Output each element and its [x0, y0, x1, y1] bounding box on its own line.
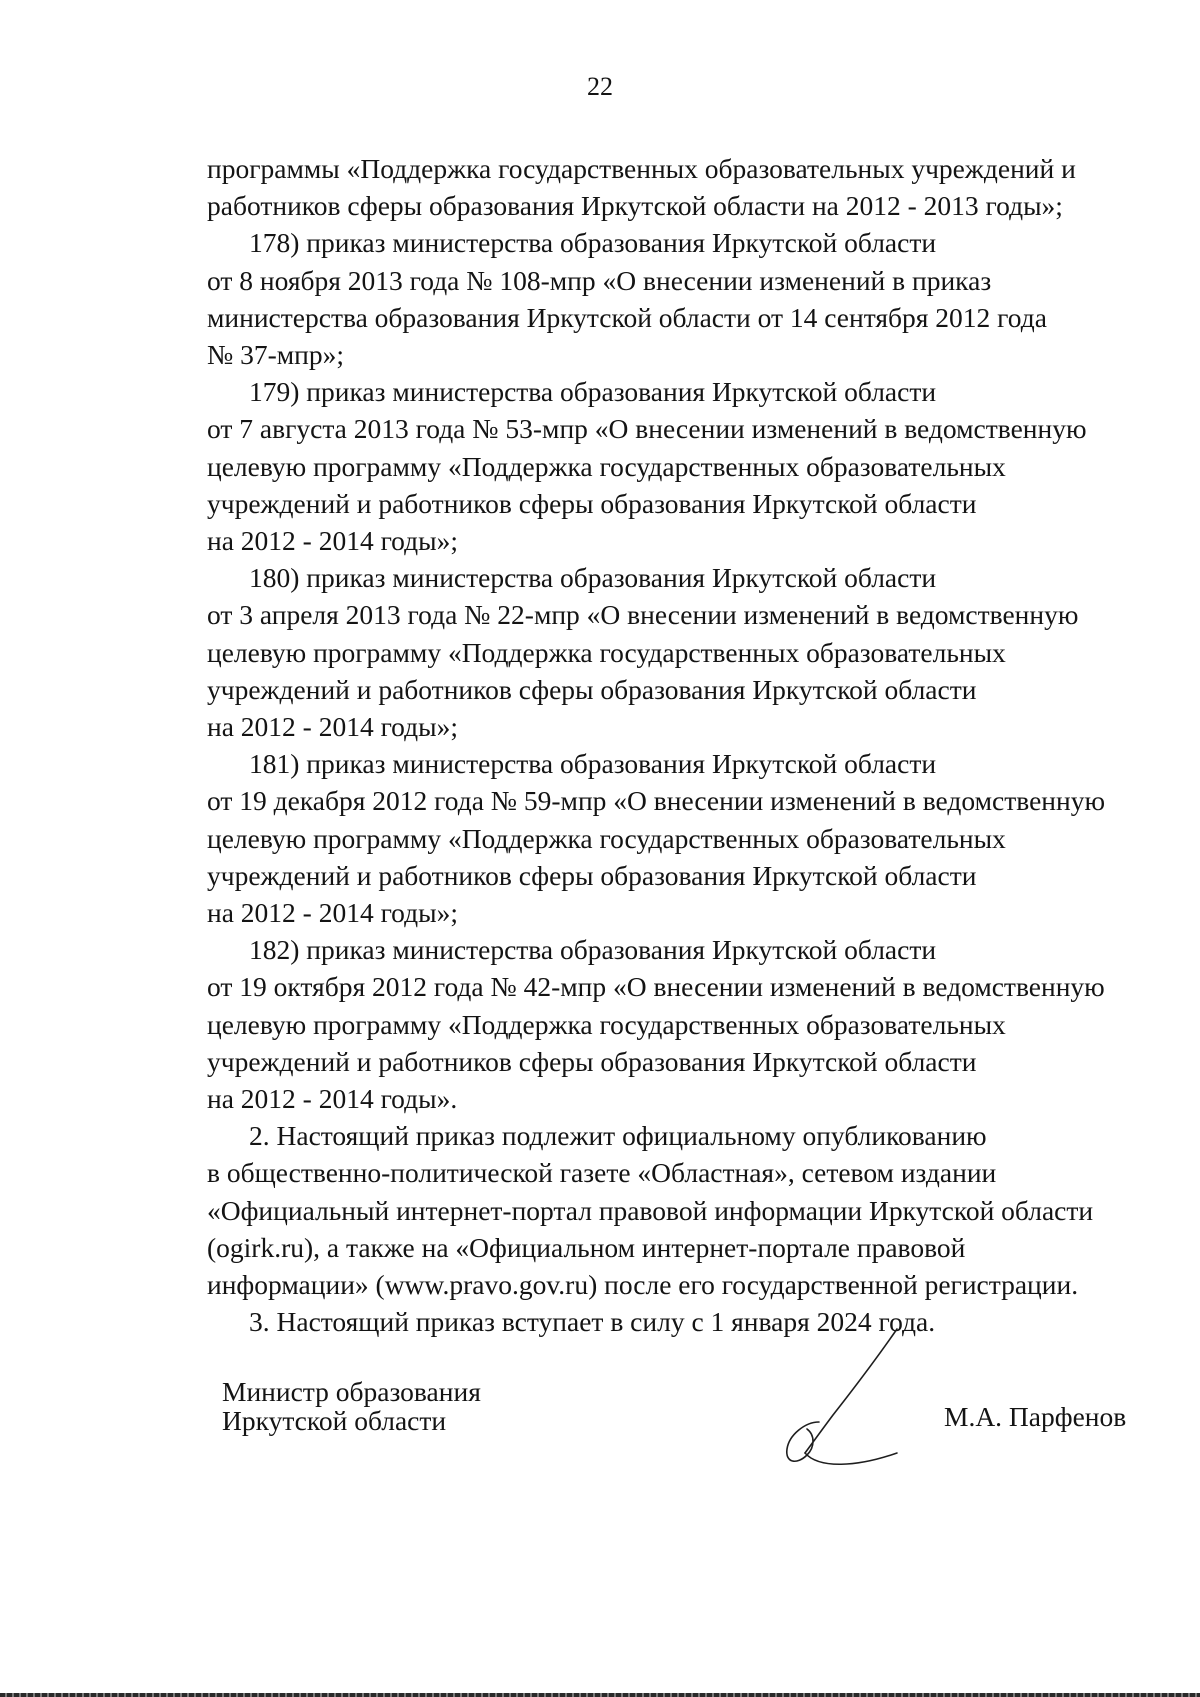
text-line: от 19 декабря 2012 года № 59-мпр «О внесении изменений в ведомственную [207, 785, 1106, 817]
text-line: учреждений и работников сферы образования Иркутской области [207, 487, 977, 519]
handwritten-signature [775, 1325, 915, 1475]
list-item-179 [207, 373, 1153, 559]
list-item-178 [207, 224, 1153, 373]
list-item-180 [207, 559, 1153, 745]
text-line: целевую программу «Поддержка государственных образовательных [207, 1008, 1006, 1040]
text-line: на 2012 - 2014 годы»; [207, 711, 458, 743]
list-item-182 [207, 931, 1153, 1117]
text-line: от 7 августа 2013 года № 53-мпр «О внесении изменений в ведомственную [207, 413, 1087, 445]
text-line: 182) приказ министерства образования Иркутской области [249, 934, 937, 966]
scan-border-line [0, 1693, 1200, 1697]
signatory-title [222, 1377, 481, 1435]
text-line: учреждений и работников сферы образования Иркутской области [207, 859, 977, 891]
clause-effective-date [207, 1303, 1153, 1340]
text-line: на 2012 - 2014 годы»; [207, 525, 458, 557]
text-line: целевую программу «Поддержка государственных образовательных [207, 450, 1006, 482]
text-line: 181) приказ министерства образования Иркутской области [249, 748, 937, 780]
list-item-181 [207, 745, 1153, 931]
text-line: № 37-мпр»; [207, 339, 345, 371]
text-line: учреждений и работников сферы образования Иркутской области [207, 1045, 977, 1077]
text-line: на 2012 - 2014 годы»; [207, 897, 458, 929]
text-line: целевую программу «Поддержка государственных образовательных [207, 822, 1006, 854]
text-line: 178) приказ министерства образования Иркутской области [249, 227, 937, 259]
clause-publication [207, 1117, 1153, 1303]
text-line: от 8 ноября 2013 года № 108-мпр «О внесении изменений в приказ [207, 264, 992, 296]
text-line: «Официальный интернет-портал правовой информации Иркутской области [207, 1194, 1094, 1226]
text-line: 3. Настоящий приказ вступает в силу с 1 января 2024 года. [249, 1306, 936, 1338]
document-body [207, 150, 1153, 1341]
page-number: 22 [587, 72, 613, 101]
text-line: 180) приказ министерства образования Иркутской области [249, 562, 937, 594]
text-line: министерства образования Иркутской области от 14 сентября 2012 года [207, 301, 1047, 333]
text-line: целевую программу «Поддержка государственных образовательных [207, 636, 1006, 668]
text-line: информации» (www.pravo.gov.ru) после его государственной регистрации. [207, 1269, 1079, 1301]
text-line: работников сферы образования Иркутской области на 2012 - 2013 годы»; [207, 190, 1063, 222]
text-line: (ogirk.ru), а также на «Официальном интернет-портале правовой [207, 1231, 966, 1263]
text-line: на 2012 - 2014 годы». [207, 1083, 458, 1115]
signatory-name: М.А. Парфенов [944, 1401, 1127, 1432]
text-line: от 3 апреля 2013 года № 22-мпр «О внесении изменений в ведомственную [207, 599, 1079, 631]
text-line: программы «Поддержка государственных образовательных учреждений и [207, 153, 1076, 184]
text-line: от 19 октября 2012 года № 42-мпр «О внесении изменений в ведомственную [207, 971, 1105, 1003]
signatory-title-line: Иркутской области [222, 1405, 447, 1436]
signatory-title-line: Министр образования [222, 1376, 481, 1407]
text-line: в общественно-политической газете «Областная», сетевом издании [207, 1157, 997, 1189]
paragraph-program-end [207, 150, 1153, 224]
text-line: учреждений и работников сферы образования Иркутской области [207, 673, 977, 705]
text-line: 179) приказ министерства образования Иркутской области [249, 376, 937, 408]
text-line: 2. Настоящий приказ подлежит официальному опубликованию [249, 1120, 987, 1152]
